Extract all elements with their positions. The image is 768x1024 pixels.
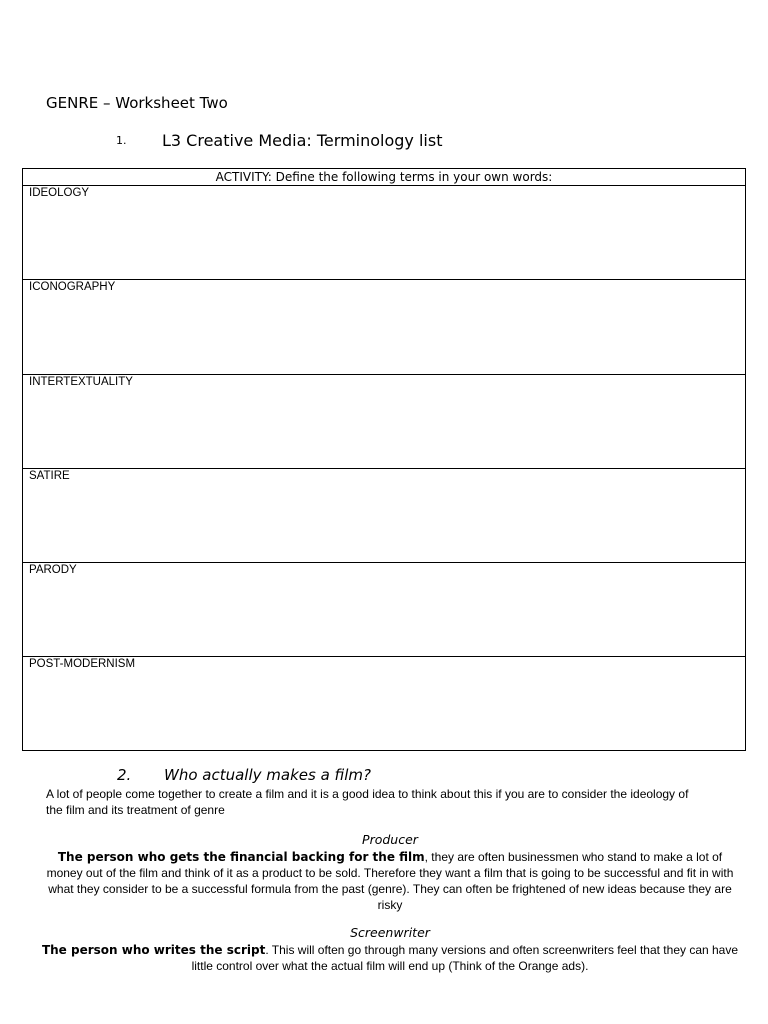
term-label: IDEOLOGY xyxy=(29,187,90,199)
term-row-iconography[interactable] xyxy=(23,280,745,374)
term-row-ideology[interactable] xyxy=(23,186,745,280)
role-title: Producer xyxy=(362,832,418,847)
role-producer xyxy=(40,831,740,913)
term-label: SATIRE xyxy=(29,469,70,482)
terminology-table xyxy=(22,168,746,751)
role-title: Screenwriter xyxy=(350,925,430,940)
term-row-post-modernism[interactable] xyxy=(23,657,745,751)
section-2-number: 2. xyxy=(117,766,132,784)
role-lead: The person who gets the financial backing for the film xyxy=(57,850,425,864)
term-label: INTERTEXTUALITY xyxy=(29,375,133,388)
role-lead: The person who writes the script xyxy=(41,943,266,957)
term-row-intertextuality[interactable] xyxy=(23,375,745,469)
role-screenwriter xyxy=(40,924,740,974)
section-2-title: Who actually makes a film? xyxy=(164,766,371,784)
term-row-parody[interactable] xyxy=(23,563,745,657)
activity-instruction: ACTIVITY: Define the following terms in your own words: xyxy=(23,169,745,186)
role-text: . This will often go through many versions and often screenwriters feel that they can have little control over what the actual film will end up (Think of the Orange ads). xyxy=(191,943,739,973)
section-2-intro: A lot of people come together to create a film and it is a good idea to think about this if you are to consider the ideology of the film and its treatment of genre xyxy=(46,787,689,817)
section-2-heading xyxy=(117,766,371,784)
worksheet-title: GENRE – Worksheet Two xyxy=(46,94,228,112)
term-label: PARODY xyxy=(29,564,77,577)
section-1-number: 1. xyxy=(116,134,127,147)
term-label: ICONOGRAPHY xyxy=(29,281,116,294)
section-1-title: L3 Creative Media: Terminology list xyxy=(162,131,443,150)
term-label: POST-MODERNISM xyxy=(29,658,136,671)
role-description xyxy=(40,942,740,974)
section-1-heading xyxy=(116,131,442,150)
role-text: , they are often businessmen who stand to make a lot of money out of the film and think of it as a product to be sold. Therefore they want a film that is going to be successful and fit in with what they consider to be a successful formula from the past (genre). They can often be frightened of new ideas because they are risky xyxy=(46,850,734,912)
term-row-satire[interactable] xyxy=(23,469,745,563)
role-description xyxy=(40,849,740,913)
